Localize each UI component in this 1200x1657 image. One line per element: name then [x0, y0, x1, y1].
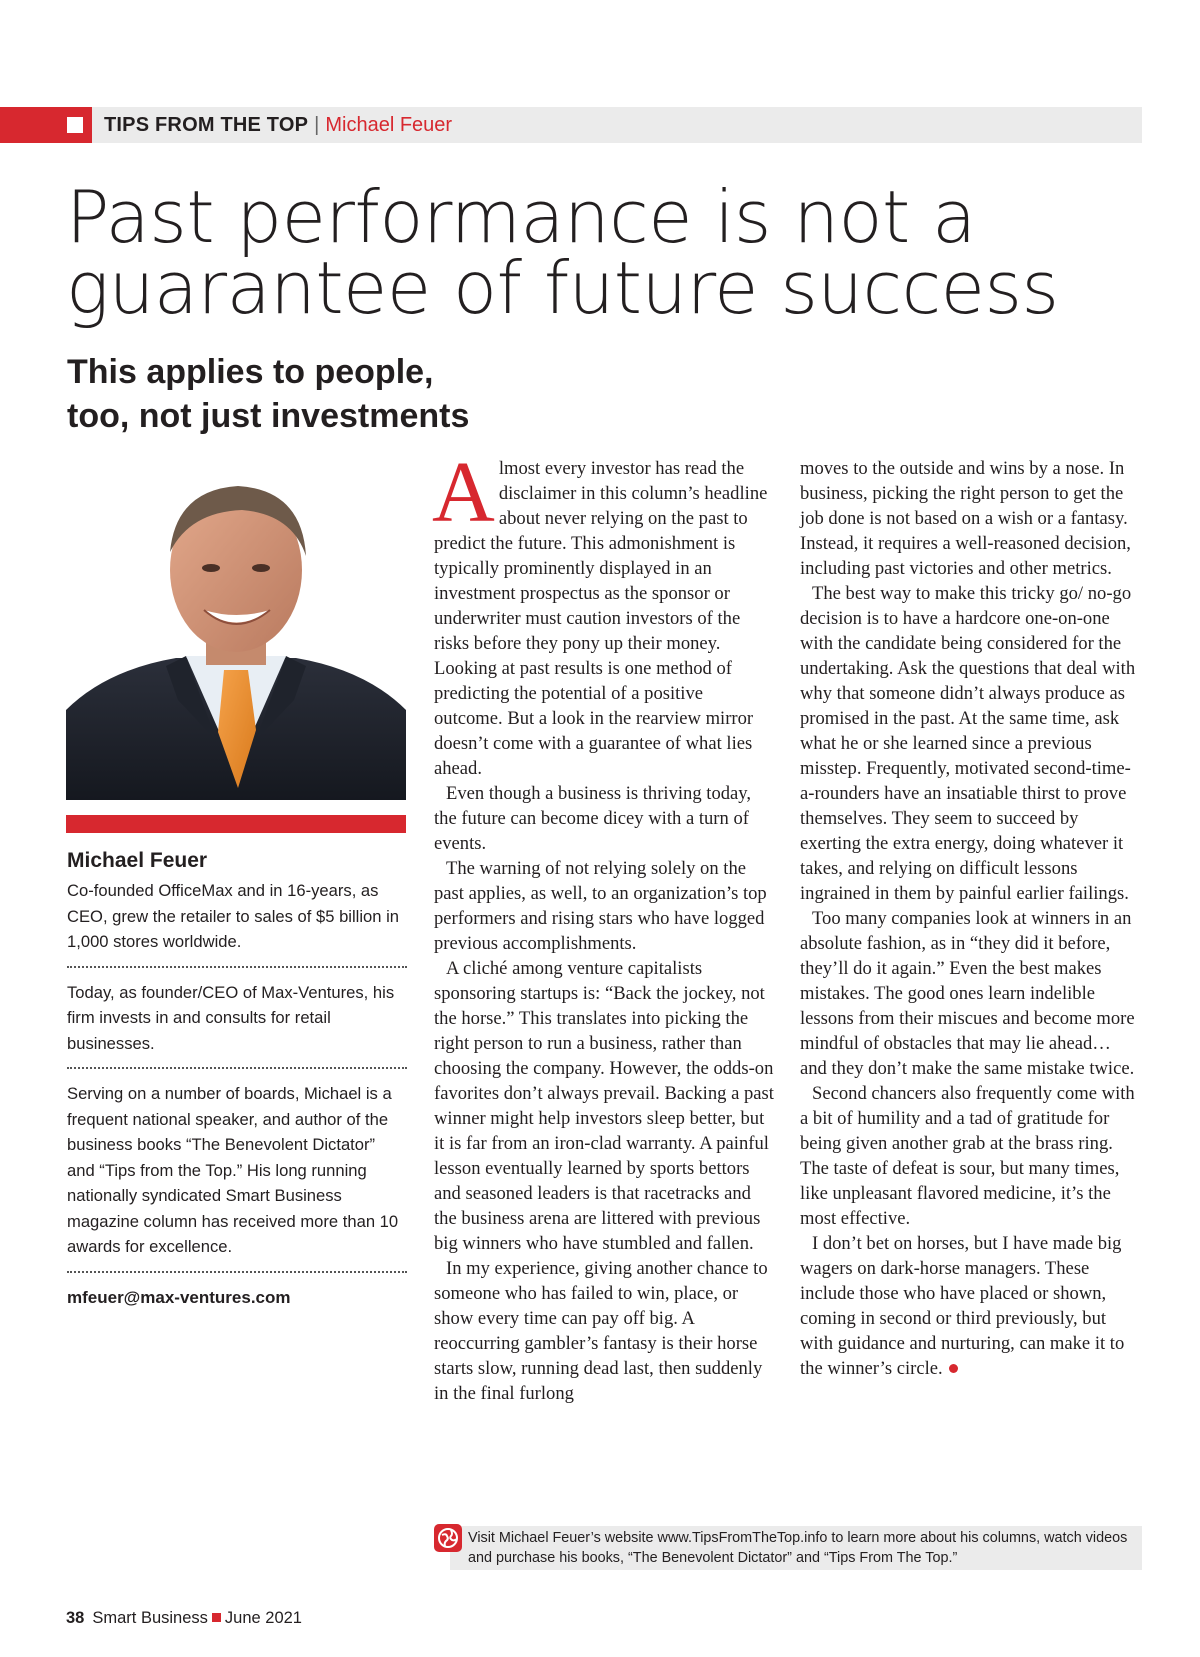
- header-accent-block: [0, 107, 92, 143]
- bio-paragraph-1: Co-founded OfficeMax and in 16-years, as CEO, grew the retailer to sales of $5 billion in 1,000 stores worldwide.: [67, 881, 400, 951]
- article-headline: Past performance is not a guarantee of future success: [66, 175, 1059, 330]
- end-mark-icon: [949, 1364, 958, 1373]
- subhead-line-2: too, not just investments: [67, 397, 470, 435]
- article-paragraph: In my experience, giving another chance to someone who has failed to win, place, or show every time can pay off big. A reoccurring gambler’s fantasy is their horse starts slow, running dead last, then suddenly in the final furlong: [434, 1258, 768, 1404]
- drop-cap: A: [432, 443, 495, 540]
- article-paragraph: Second chancers also frequently come with a bit of humility and a tad of gratitude for being given another grab at the brass ring. The taste of defeat is sour, but many times, like unpleasant flavored medicine, it’s the most effective.: [800, 1083, 1135, 1229]
- website-callout: [450, 1526, 1142, 1570]
- article-paragraph-text: I don’t bet on horses, but I have made big wagers on dark-horse managers. These include those who have placed or shown, coming in second or third previously, but with guidance and nurturing, can make it to the winner’s circle.: [800, 1233, 1125, 1379]
- website-callout-text: Visit Michael Feuer’s website www.TipsFromTheTop.info to learn more about his columns, watch videos and purchase his books, “The Benevolent Dictator” and “Tips From The Top.”: [468, 1530, 1128, 1566]
- bio-divider: [67, 966, 407, 968]
- photo-accent-bar: [66, 815, 406, 833]
- author-photo: [66, 470, 406, 800]
- bio-paragraph-3: Serving on a number of boards, Michael is a frequent national speaker, and author of the business books “The Benevolent Dictator” and “Tips from the Top.” His long running nationally syndicated Smart Business magazine column has received more than 10 awards for excellence.: [67, 1084, 399, 1256]
- article-paragraph: [800, 1231, 1140, 1381]
- article-paragraph: moves to the outside and wins by a nose. In business, picking the right person to get the job done is not based on a wish or a fantasy. Instead, it requires a well-reasoned decision, including past victories and other metrics.: [800, 458, 1131, 579]
- bio-name: Michael Feuer: [67, 849, 208, 872]
- header-separator: |: [314, 113, 320, 136]
- globe-icon: [434, 1524, 462, 1552]
- bio-divider: [67, 1271, 407, 1273]
- header-author: Michael Feuer: [325, 113, 453, 136]
- article-paragraph: [432, 443, 774, 781]
- page-number: 38: [66, 1609, 85, 1627]
- subhead-line-1: This applies to people,: [67, 353, 434, 391]
- folio-square-icon: [212, 1613, 221, 1622]
- header-text: [92, 114, 452, 137]
- issue-date: June 2021: [224, 1609, 302, 1627]
- article-subhead: [67, 350, 667, 438]
- bio-paragraph-2: Today, as founder/CEO of Max-Ventures, his firm invests in and consults for retail businesses.: [67, 982, 395, 1053]
- article-paragraph-text: lmost every investor has read the disclaimer in this column’s headline about never relying on the past to predict the future. This admonishment is typically prominently displayed in an investment prospectus as the sponsor or underwriter must caution investors of the risks before they pony up their money. Looking at past results is one method of predicting the potential of a positive outcome. But a look in the rearview mirror doesn’t come with a guarantee of what lies ahead.: [434, 458, 768, 779]
- article-paragraph: A cliché among venture capitalists sponsoring startups is: “Back the jockey, not the horse.” This translates into picking the right person to run a business, rather than choosing the company. However, the odds-on favorites don’t always prevail. Backing a past winner might help investors sleep better, but it is far from an iron-clad warranty. A painful lesson eventually learned by sports bettors and seasoned leaders is that racetracks and the business arena are littered with previous big winners who have stumbled and fallen.: [434, 958, 774, 1254]
- author-bio: [67, 847, 407, 1310]
- header-square-icon: [67, 117, 83, 133]
- article-paragraph: Even though a business is thriving today, the future can become dicey with a turn of events.: [434, 783, 752, 854]
- article-paragraph: The warning of not relying solely on the past applies, as well, to an organization’s top performers and rising stars who have logged previous accomplishments.: [434, 858, 767, 954]
- article-column-2: [800, 456, 1140, 1381]
- page-folio: [66, 1608, 302, 1628]
- publication-name: Smart Business: [92, 1609, 208, 1627]
- bio-email-link[interactable]: mfeuer@max-ventures.com: [67, 1287, 291, 1307]
- section-header: [0, 107, 1142, 143]
- section-name: TIPS FROM THE TOP: [104, 113, 309, 136]
- article-column-1: [432, 443, 774, 1406]
- bio-divider: [67, 1067, 407, 1069]
- article-paragraph: The best way to make this tricky go/ no-go decision is to have a hardcore one-on-one with the candidate being considered for the undertaking. Ask the questions that deal with why that someone didn’t always produce as promised in the past. At the same time, ask what he or she learned since a previous misstep. Frequently, motivated second-time-a-rounders have an insatiable thirst to prove themselves. They seem to succeed by exerting the extra energy, doing whatever it takes, and relying on difficult lessons ingrained in them by painful earlier failings.: [800, 583, 1136, 904]
- article-paragraph: Too many companies look at winners in an absolute fashion, as in “they did it before, they’ll do it again.” Even the best makes mistakes. The good ones learn indelible lessons from their miscues and become more mindful of obstacles that may lie ahead… and they don’t make the same mistake twice.: [800, 908, 1135, 1079]
